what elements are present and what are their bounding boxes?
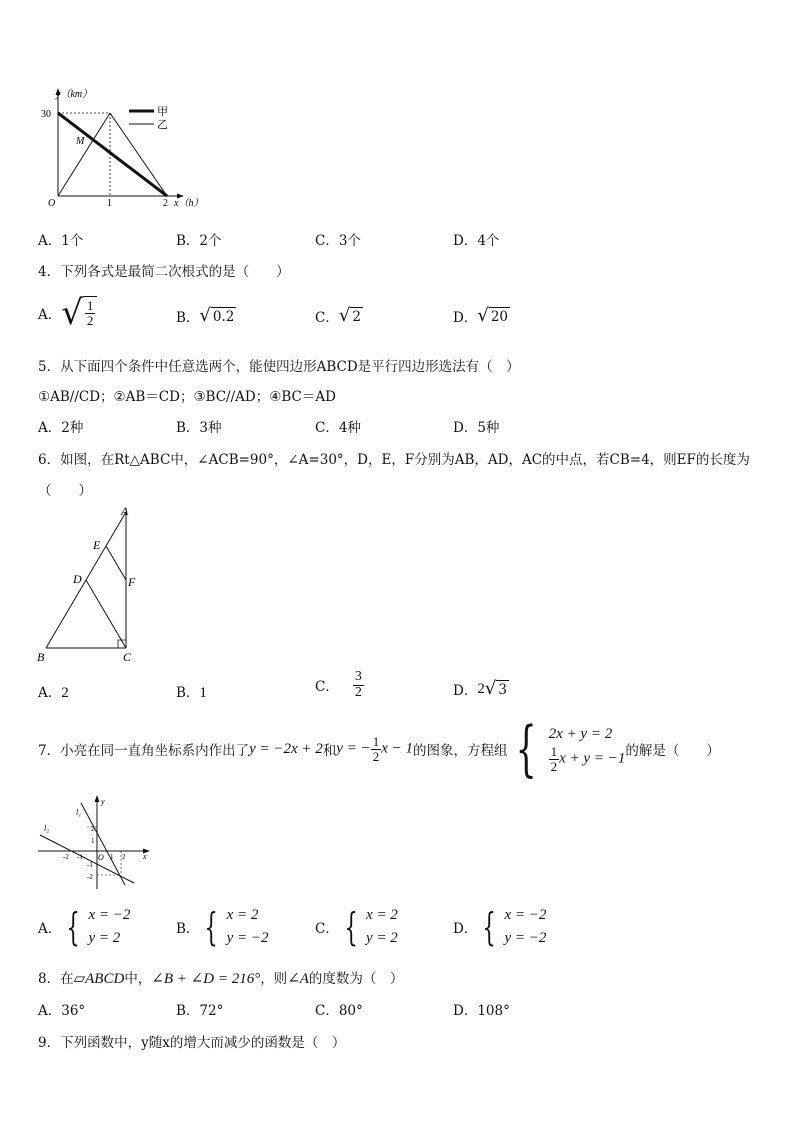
q5-conditions: ①AB//CD；②AB＝CD；③BC//AD；④BC＝AD <box>38 389 336 405</box>
q8-option-a[interactable]: A．36° <box>38 1003 86 1019</box>
option-label: A． <box>38 921 62 938</box>
x-axis-label: x（h） <box>174 198 204 209</box>
vertex-c-label: C <box>123 650 132 664</box>
angle-a: ∠A <box>287 971 309 987</box>
q7-option-d[interactable] <box>453 904 546 951</box>
sqrt-symbol: √ 3 <box>484 678 507 699</box>
equation-system: { 2x + y = 2 $\frac{1}{2}$ x + y = −1 <box>516 714 626 784</box>
option-label: D． <box>453 683 478 699</box>
system-row-2-rest: x + y = −1 <box>559 750 626 767</box>
y-tick-2: 2 <box>91 825 95 833</box>
x-tick-neg2: -2 <box>63 853 69 861</box>
vertex-a-label: A <box>121 504 129 518</box>
radicand: 20 <box>490 308 508 325</box>
sqrt-symbol: √ 0.2 <box>199 305 235 326</box>
x-tick-1: 1 <box>107 198 112 209</box>
q3-distance-time-graph <box>30 84 220 214</box>
y-tick-1: 1 <box>91 837 95 845</box>
q5-option-d[interactable]: D．5种 <box>453 420 500 436</box>
q6-option-a[interactable] <box>38 681 69 702</box>
q7-stem-text: 的图象，方程组 <box>412 743 508 759</box>
equation-line-1: y = −2x + 2 <box>249 740 323 757</box>
y-tick-30: 30 <box>41 109 51 120</box>
solution-y: y = −2 <box>226 930 269 947</box>
q4-stem: 4．下列各式是最简二次根式的是（ ） <box>38 264 290 280</box>
y-axis-label: y（km） <box>56 89 93 100</box>
q6-stem: 6．如图，在Rt△ABC中，∠ACB=90°，∠A=30°，D，E，F分别为AB，AD，AC的中点，若CB=4，则EF的长度为 <box>38 452 750 468</box>
fraction-numerator: 1 <box>372 733 380 749</box>
q5-option-b[interactable]: B．3种 <box>176 420 222 436</box>
q4-option-d[interactable] <box>453 306 510 326</box>
y-tick-neg2: -2 <box>87 873 93 881</box>
q7-x-axis-label: x <box>143 852 147 861</box>
q8-stem-text: 的度数为（ ） <box>308 971 404 987</box>
q9-stem: 9．下列函数中，y随x的增大而减少的函数是（ ） <box>38 1035 346 1051</box>
q7-stem-text: 和 <box>322 743 337 759</box>
q3-option-d[interactable]: D．4个 <box>453 233 500 249</box>
fraction-numerator: 1 <box>550 744 558 760</box>
y-tick-neg1: -1 <box>87 861 93 869</box>
solution-y: y = −2 <box>504 930 547 947</box>
q5-option-a[interactable]: A．2种 <box>38 420 84 436</box>
option-label: C． <box>315 679 339 696</box>
eq2-suffix: x − 1 <box>381 740 413 757</box>
x-tick-1: 1 <box>110 853 114 861</box>
solution-x: x = 2 <box>366 907 398 923</box>
fraction-denominator: 2 <box>86 313 94 328</box>
angle-condition: ∠B + ∠D = 216° <box>151 971 261 987</box>
solution-y: y = 2 <box>366 930 398 947</box>
q5-option-c[interactable]: C．4种 <box>315 420 361 436</box>
solution-y: y = 2 <box>88 930 121 947</box>
radicand: 0.2 <box>212 308 235 325</box>
q7-y-axis-label: y <box>101 797 105 806</box>
point-e-label: E <box>93 538 101 552</box>
q7-stem-text: 的解是（ ） <box>625 743 720 759</box>
q7-option-a[interactable] <box>38 904 130 951</box>
q7-option-b[interactable] <box>176 904 269 951</box>
q6-triangle-figure <box>30 500 150 670</box>
point-f-label: F <box>128 575 136 589</box>
q8-stem-text: 中， <box>124 971 152 987</box>
fraction-numerator: 1 <box>86 298 94 314</box>
option-label: C． <box>315 310 339 326</box>
system-row-1: 2x + y = 2 <box>548 726 613 743</box>
fraction-numerator: 3 <box>354 669 362 684</box>
solution-x: x = −2 <box>88 907 131 923</box>
q7-option-c[interactable] <box>315 904 398 951</box>
radicand: 2 <box>352 308 361 325</box>
x-tick-neg1: -1 <box>77 853 83 861</box>
solution-system: { x = −2 y = −2 <box>482 905 547 950</box>
fraction-denominator: 2 <box>550 759 558 774</box>
option-label: A． <box>38 307 62 323</box>
sqrt-symbol: √ $\frac{1}{2}$ <box>61 296 97 330</box>
solution-system: { x = 2 y = 2 <box>344 905 398 950</box>
vertex-b-label: B <box>37 650 45 664</box>
q6-option-b[interactable] <box>176 681 207 702</box>
q8-stem-text: 8．在 <box>38 971 74 987</box>
solution-x: x = 2 <box>226 907 259 923</box>
option-value: 1 <box>199 685 207 701</box>
option-label: B． <box>176 685 200 701</box>
option-label: B． <box>176 921 200 938</box>
fraction-denominator: 2 <box>372 748 380 764</box>
sqrt-symbol: √ 20 <box>477 305 508 326</box>
solution-x: x = −2 <box>504 907 547 923</box>
q8-option-d[interactable]: D．108° <box>453 1003 510 1019</box>
q6-option-c[interactable] <box>315 670 364 700</box>
parallelogram-name: ABCD <box>85 971 125 987</box>
q3-option-a[interactable]: A．1个 <box>38 233 84 249</box>
x-tick-2: 2 <box>122 853 126 861</box>
option-label: D． <box>453 310 478 326</box>
sqrt-symbol: √ 2 <box>338 305 361 326</box>
system-row-2 <box>549 745 626 773</box>
solution-system: { x = 2 y = −2 <box>204 905 269 950</box>
option-label: B． <box>176 310 200 326</box>
q3-option-b[interactable]: B．2个 <box>176 233 222 249</box>
point-m-label: M <box>76 136 85 147</box>
fraction <box>353 670 364 700</box>
parallelogram-symbol: ▱ <box>73 971 86 987</box>
legend-yi: 乙 <box>157 119 168 131</box>
q8-stem-text: ，则 <box>260 971 288 987</box>
solution-system: { x = −2 y = 2 <box>66 905 131 950</box>
point-d-label: D <box>73 572 82 586</box>
coefficient: 2 <box>477 680 485 697</box>
q7-coordinate-graph <box>34 793 154 893</box>
radicand: 3 <box>498 681 507 698</box>
legend-jia: 甲 <box>157 106 168 118</box>
line-l2-label: l₂ <box>44 824 50 833</box>
q7-stem <box>38 714 720 784</box>
q8-option-b[interactable]: B．72° <box>176 1003 224 1019</box>
option-label: D． <box>453 921 478 938</box>
equation-line-2 <box>336 735 413 763</box>
q6-option-d[interactable] <box>453 679 509 699</box>
line-l1-label: l₁ <box>76 808 82 817</box>
q7-origin-label: O <box>98 853 104 862</box>
option-label: A． <box>38 685 62 701</box>
q8-option-c[interactable]: C．80° <box>315 1003 363 1019</box>
fraction-denominator: 2 <box>354 684 362 700</box>
q5-stem: 5．从下面四个条件中任意选两个，能使四边形ABCD是平行四边形选法有（ ） <box>38 359 520 375</box>
q7-stem-text: 7．小亮在同一直角坐标系内作出了 <box>38 743 250 759</box>
q4-option-a[interactable] <box>38 293 97 333</box>
q8-stem <box>38 967 403 988</box>
x-tick-2: 2 <box>163 198 168 209</box>
q6-stem-paren: （ ） <box>38 483 92 499</box>
origin-label: O <box>48 198 56 209</box>
option-value: 2 <box>61 685 69 701</box>
q4-option-b[interactable] <box>176 306 236 326</box>
q4-option-c[interactable] <box>315 306 363 326</box>
option-label: C． <box>315 921 339 938</box>
eq2-prefix: y = − <box>336 740 371 757</box>
q3-option-c[interactable]: C．3个 <box>315 233 361 249</box>
